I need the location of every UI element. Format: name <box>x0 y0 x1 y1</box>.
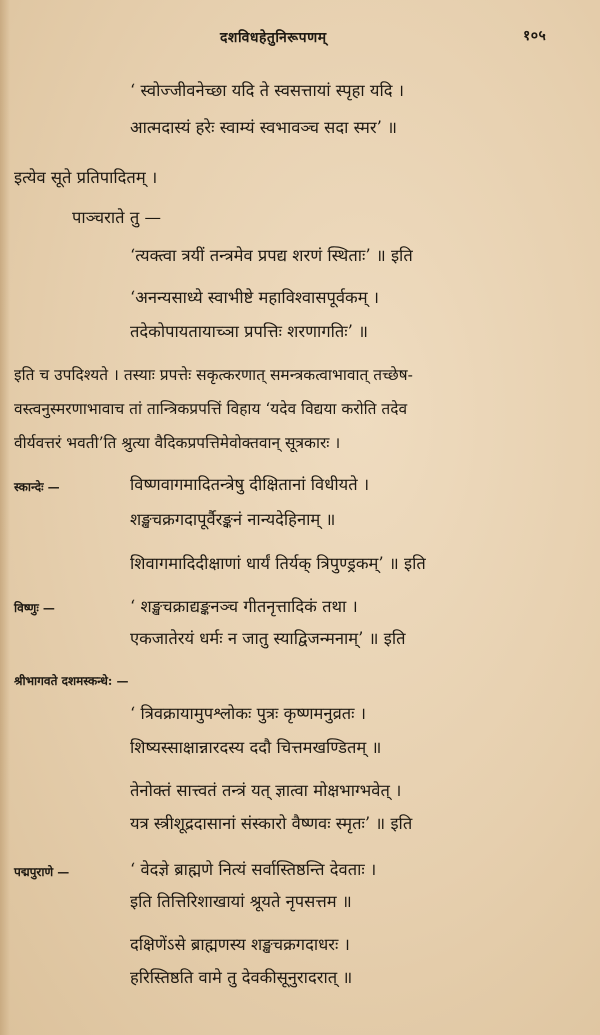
verse-line: एकजातेरयं धर्मः न जातु स्याद्विजन्मनाम्’ ॥ इति <box>130 629 406 648</box>
prose-line: वस्त्वनुस्मरणाभावाच तां तान्त्रिकप्रपत्तिं विहाय ‘यदेव विद्यया करोति तदेव <box>14 400 408 418</box>
source-label: श्रीभागवते दशमस्कन्धे: — <box>14 674 129 688</box>
verse-line: तदेकोपायतायाच्ञा प्रपत्तिः शरणागतिः’ ॥ <box>130 322 369 341</box>
verse-line: ‘त्यक्त्वा त्रयीं तन्त्रमेव प्रपद्य शरणं स्थिताः’ ॥ इति <box>130 246 413 265</box>
verse-line: ‘ स्वोज्जीवनेच्छा यदि ते स्वसत्तायां स्पृहा यदि । <box>130 81 404 100</box>
source-label: पद्मपुराणे — <box>14 865 70 879</box>
verse-line: ‘ त्रिवक्रायामुपश्लोकः पुत्रः कृष्णमनुव्रतः । <box>130 704 366 723</box>
prose-line: इत्येव सूते प्रतिपादितम् । <box>14 168 158 187</box>
verse-line: विष्णवागमादितन्त्रेषु दीक्षितानां विधीयते । <box>130 475 370 494</box>
source-label: स्कान्देः — <box>14 480 60 494</box>
verse-line: दक्षिणेंऽसे ब्राह्मणस्य शङ्खचक्रगदाधरः । <box>130 935 350 954</box>
verse-line: इति तित्तिरिशाखायां श्रूयते नृपसत्तम ॥ <box>130 892 352 911</box>
verse-line: शङ्खचक्रगदापूर्वैरङ्कनं नान्यदेहिनाम् ॥ <box>130 510 336 529</box>
verse-line: शिष्यस्साक्षान्नारदस्य ददौ चित्तमखण्डितम् ॥ <box>130 738 382 757</box>
verse-line: आत्मदास्यं हरेः स्वाम्यं स्वभावञ्च सदा स्मर’ ॥ <box>130 118 398 137</box>
verse-line: शिवागमादिदीक्षाणां धार्यं तिर्यक् त्रिपुण्ड्रकम्’ ॥ इति <box>130 554 426 573</box>
page-number: १०५ <box>523 28 547 44</box>
source-intro: पाञ्चराते तु — <box>72 208 161 227</box>
verse-line: हरिस्तिष्ठति वामे तु देवकीसूनुरादरात् ॥ <box>130 968 353 987</box>
source-label: विष्णुः — <box>14 601 55 615</box>
prose-line: इति च उपदिश्यते । तस्याः प्रपत्तेः सकृत्करणात् समन्त्रकत्वाभावात् तच्छेष- <box>14 366 413 384</box>
page-edge-shadow <box>0 0 10 1035</box>
prose-line: वीर्यवत्तरं भवती’ति श्रुत्या वैदिकप्रपत्तिमेवोक्तवान् सूत्रकारः । <box>14 434 341 452</box>
verse-line: तेनोक्तं सात्त्वतं तन्त्रं यत् ज्ञात्वा मोक्षभाग्भवेत् । <box>130 781 402 800</box>
verse-line: ‘अनन्यसाध्ये स्वाभीष्टे महाविश्वासपूर्वकम् । <box>130 288 380 307</box>
verse-line: ‘ वेदज्ञे ब्राह्मणे नित्यं सर्वास्तिष्ठन्ति देवताः । <box>130 860 377 879</box>
running-header-title: दशविधहेतुनिरूपणम् <box>220 30 327 46</box>
verse-line: यत्र स्त्रीशूद्रदासानां संस्कारो वैष्णवः स्मृतः’ ॥ इति <box>130 814 413 833</box>
verse-line: ‘ शङ्खचक्राद्यङ्कनञ्च गीतनृत्तादिकं तथा । <box>130 597 358 616</box>
